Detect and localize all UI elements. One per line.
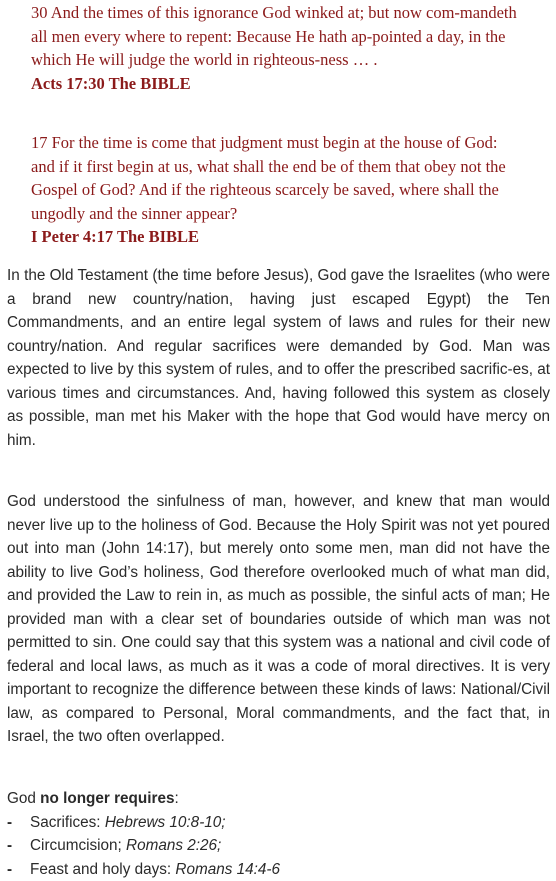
no-longer-requires-section — [7, 787, 550, 881]
scripture-ref: Romans 14:4-6 — [175, 860, 280, 878]
verse-reference: Acts 17:30 The BIBLE — [31, 73, 191, 93]
dash-bullet: - — [7, 837, 13, 854]
verse-reference: I Peter 4:17 The BIBLE — [31, 227, 200, 246]
paragraph-sinfulness: God understood the sinfulness of man, however, and knew that man would never live up to the holiness of God. Because the Holy Spirit was not yet poured out into man (John 14:17), but merely onto some men, man did not have the ability to live God’s holiness, God therefore overlooked much of what man did, and provided the Law to rein in, as much as possible, the sinful acts of man; He provided man with a clear set of boundaries outside of which man was not permitted to sin. One could say that this system was a national and civil code of federal and local laws, as much as it was a code of moral directives. It is very important to recognize the difference between these kinds of laws: National/Civil law, as compared to Personal, Moral commandments, and the fact that, in Israel, the two often overlapped. — [7, 493, 550, 745]
list-item: - Feast and holy days: Romans 14:4-6 — [7, 858, 550, 881]
requirements-list — [7, 811, 550, 881]
scripture-quote-peter — [31, 131, 525, 249]
scripture-ref: Romans 2:26; — [126, 837, 222, 854]
requirements-heading: God no longer requires: — [7, 790, 179, 807]
list-item: - Circumcision; Romans 2:26; — [7, 834, 550, 858]
verse-text: 17 For the time is come that judgment must begin at the house of God: and if it first begin at us, what shall the end be of them that obey not the Gospel of God? And if the righteous scarcely be saved, where shall the ungodly and the sinner appear? — [31, 133, 506, 223]
scripture-ref: Hebrews 10:8-10; — [104, 813, 226, 831]
paragraph-old-testament: In the Old Testament (the time before Jesus), God gave the Israelites (who were a brand new country/nation, having just escaped Egypt) the Ten Commandments, and an entire legal system of laws and rules for their new country/nation. And regular sacrifices were demanded by God. Man was expected to live by this system of rules, and to offer the prescribed sacrific-es, at various times and circumstances. And, having followed this system as closely as possible, man met his Maker with the hope that God would have mercy on him. — [7, 267, 551, 449]
dash-bullet: - — [7, 860, 13, 878]
verse-text: 30 And the times of this ignorance God winked at; but now com-mandeth all men every where to repent: Because He hath ap-pointed a day, in the which He will judge the world in righteous-ness … . — [31, 3, 517, 69]
list-item: - Sacrifices: Hebrews 10:8-10; — [7, 811, 550, 835]
scripture-quote-acts — [31, 1, 525, 95]
dash-bullet: - — [7, 813, 13, 831]
